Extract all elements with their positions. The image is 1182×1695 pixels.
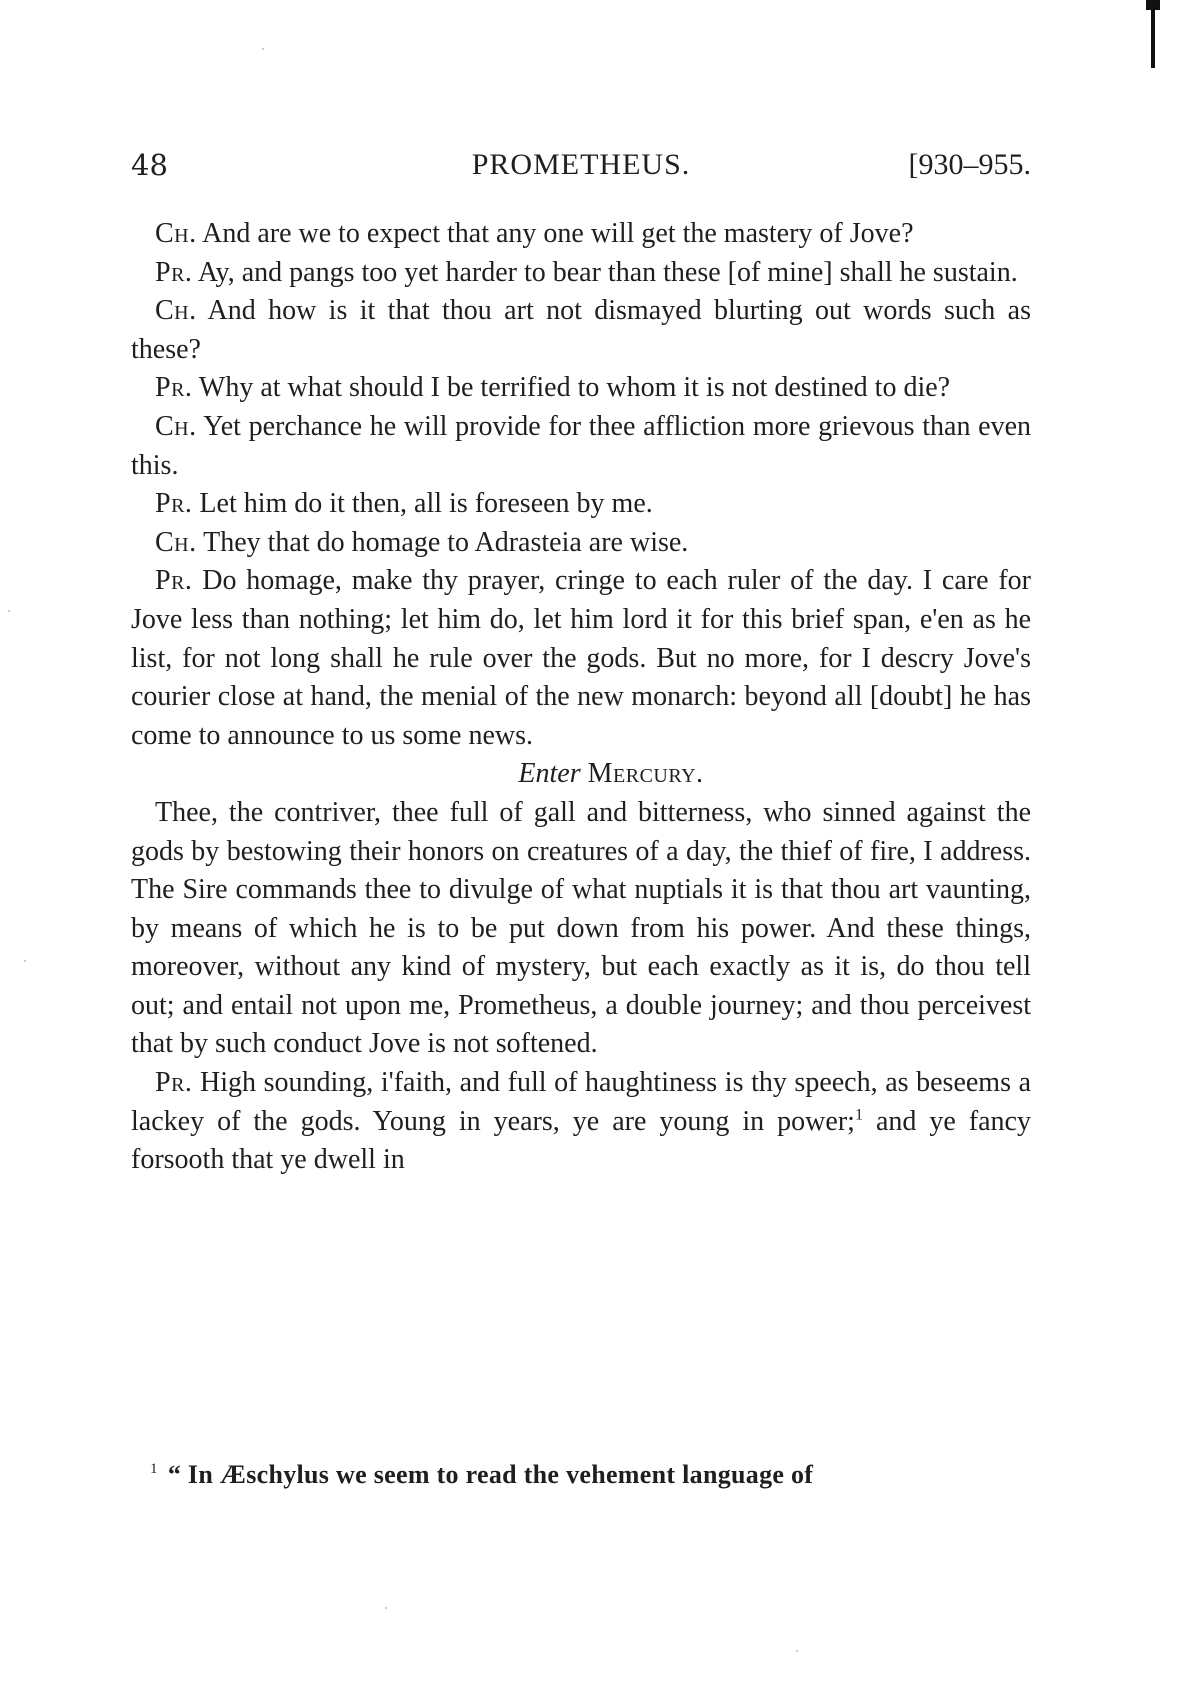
speech-text-continued: and ye fancy forsooth that ye dwell in — [131, 1105, 1031, 1176]
stage-character: Mercury. — [587, 758, 704, 790]
speech-text: Let him do it then, all is foreseen by me. — [199, 488, 653, 520]
speaker-label: Ch. — [155, 410, 197, 442]
dialogue-paragraph — [131, 215, 1031, 254]
speaker-label: Ch. — [155, 295, 197, 327]
speech-text: And are we to expect that any one will get the mastery of Jove? — [202, 218, 914, 249]
footnote-reference: 1 — [854, 1106, 863, 1124]
speaker-label: Ch. — [155, 526, 197, 558]
speaker-label: Pr. — [155, 1067, 193, 1099]
paper-speck — [262, 48, 264, 50]
speaker-label: Pr. — [155, 256, 193, 288]
line-range: [930–955. — [908, 148, 1031, 181]
running-title: PROMETHEUS. — [471, 148, 691, 181]
mercury-speech: Thee, the contriver, thee full of gall and bitterness, who sinned against the gods by bestowing their honors on creatures of a day, the thief of fire, I address. The Sire commands thee to divulge of what nuptials it is that thou art vaunting, by means of which he is to be put down from his power. And these things, moreover, without any kind of mystery, but each exactly as it is, do thou tell out; and entail not upon me, Prometheus, a double journey; and thou perceivest that by such conduct Jove is not softened. — [131, 796, 1031, 1060]
footnote-mark: 1 — [150, 1461, 158, 1478]
dialogue-paragraph — [131, 254, 1031, 293]
speech-text: Do homage, make thy prayer, cringe to each ruler of the day. I care for Jove less than nothing; let him do, let him lord it for this brief span, e'en as he list, for not long shall he rule over the gods. But no more, for I descry Jove's courier close at hand, the menial of the new monarch: beyond all [doubt] he has come to announce to us some news. — [131, 565, 1032, 751]
main-text — [131, 215, 1031, 1180]
edge-mark-stem — [1151, 8, 1155, 68]
running-header — [131, 148, 1031, 192]
speech-text: Ay, and pangs too yet harder to bear than these [of mine] shall he sustain. — [197, 256, 1018, 288]
speaker-label: Pr. — [155, 565, 193, 597]
page-number: 48 — [131, 148, 168, 182]
footnote — [150, 1460, 1030, 1490]
speech-text: Why at what should I be terrified to whom it is not destined to die? — [198, 372, 951, 404]
paper-speck — [8, 610, 10, 612]
dialogue-paragraph — [131, 292, 1031, 369]
footnote-text: “ In Æschylus we seem to read the vehement language of — [167, 1460, 814, 1489]
paper-speck — [385, 1607, 387, 1609]
stage-enter: Enter — [518, 758, 581, 790]
speech-text: They that do homage to Adrasteia are wise. — [203, 526, 689, 558]
dialogue-paragraph — [131, 524, 1031, 563]
paper-speck — [24, 960, 26, 962]
speech-text: And how is it that thou art not dismayed blurting out words such as these? — [131, 295, 1031, 365]
dialogue-paragraph — [131, 408, 1031, 485]
dialogue-paragraph — [131, 562, 1031, 755]
speaker-label: Ch. — [155, 218, 197, 249]
dialogue-paragraph — [131, 485, 1031, 524]
stage-direction — [131, 755, 1031, 794]
speech-text: High sounding, i'faith, and full of haughtiness is thy speech, as beseems a lackey of the gods. Young in years, ye are young in power; — [131, 1067, 1031, 1137]
page-edge-mark — [1146, 0, 1160, 72]
dialogue-paragraph — [131, 369, 1031, 408]
speech-text: Yet perchance he will provide for thee affliction more grievous than even this. — [131, 410, 1031, 481]
paper-speck — [796, 1650, 798, 1652]
speaker-label: Pr. — [155, 372, 193, 404]
dialogue-paragraph — [131, 1064, 1031, 1180]
speaker-label: Pr. — [155, 488, 193, 520]
